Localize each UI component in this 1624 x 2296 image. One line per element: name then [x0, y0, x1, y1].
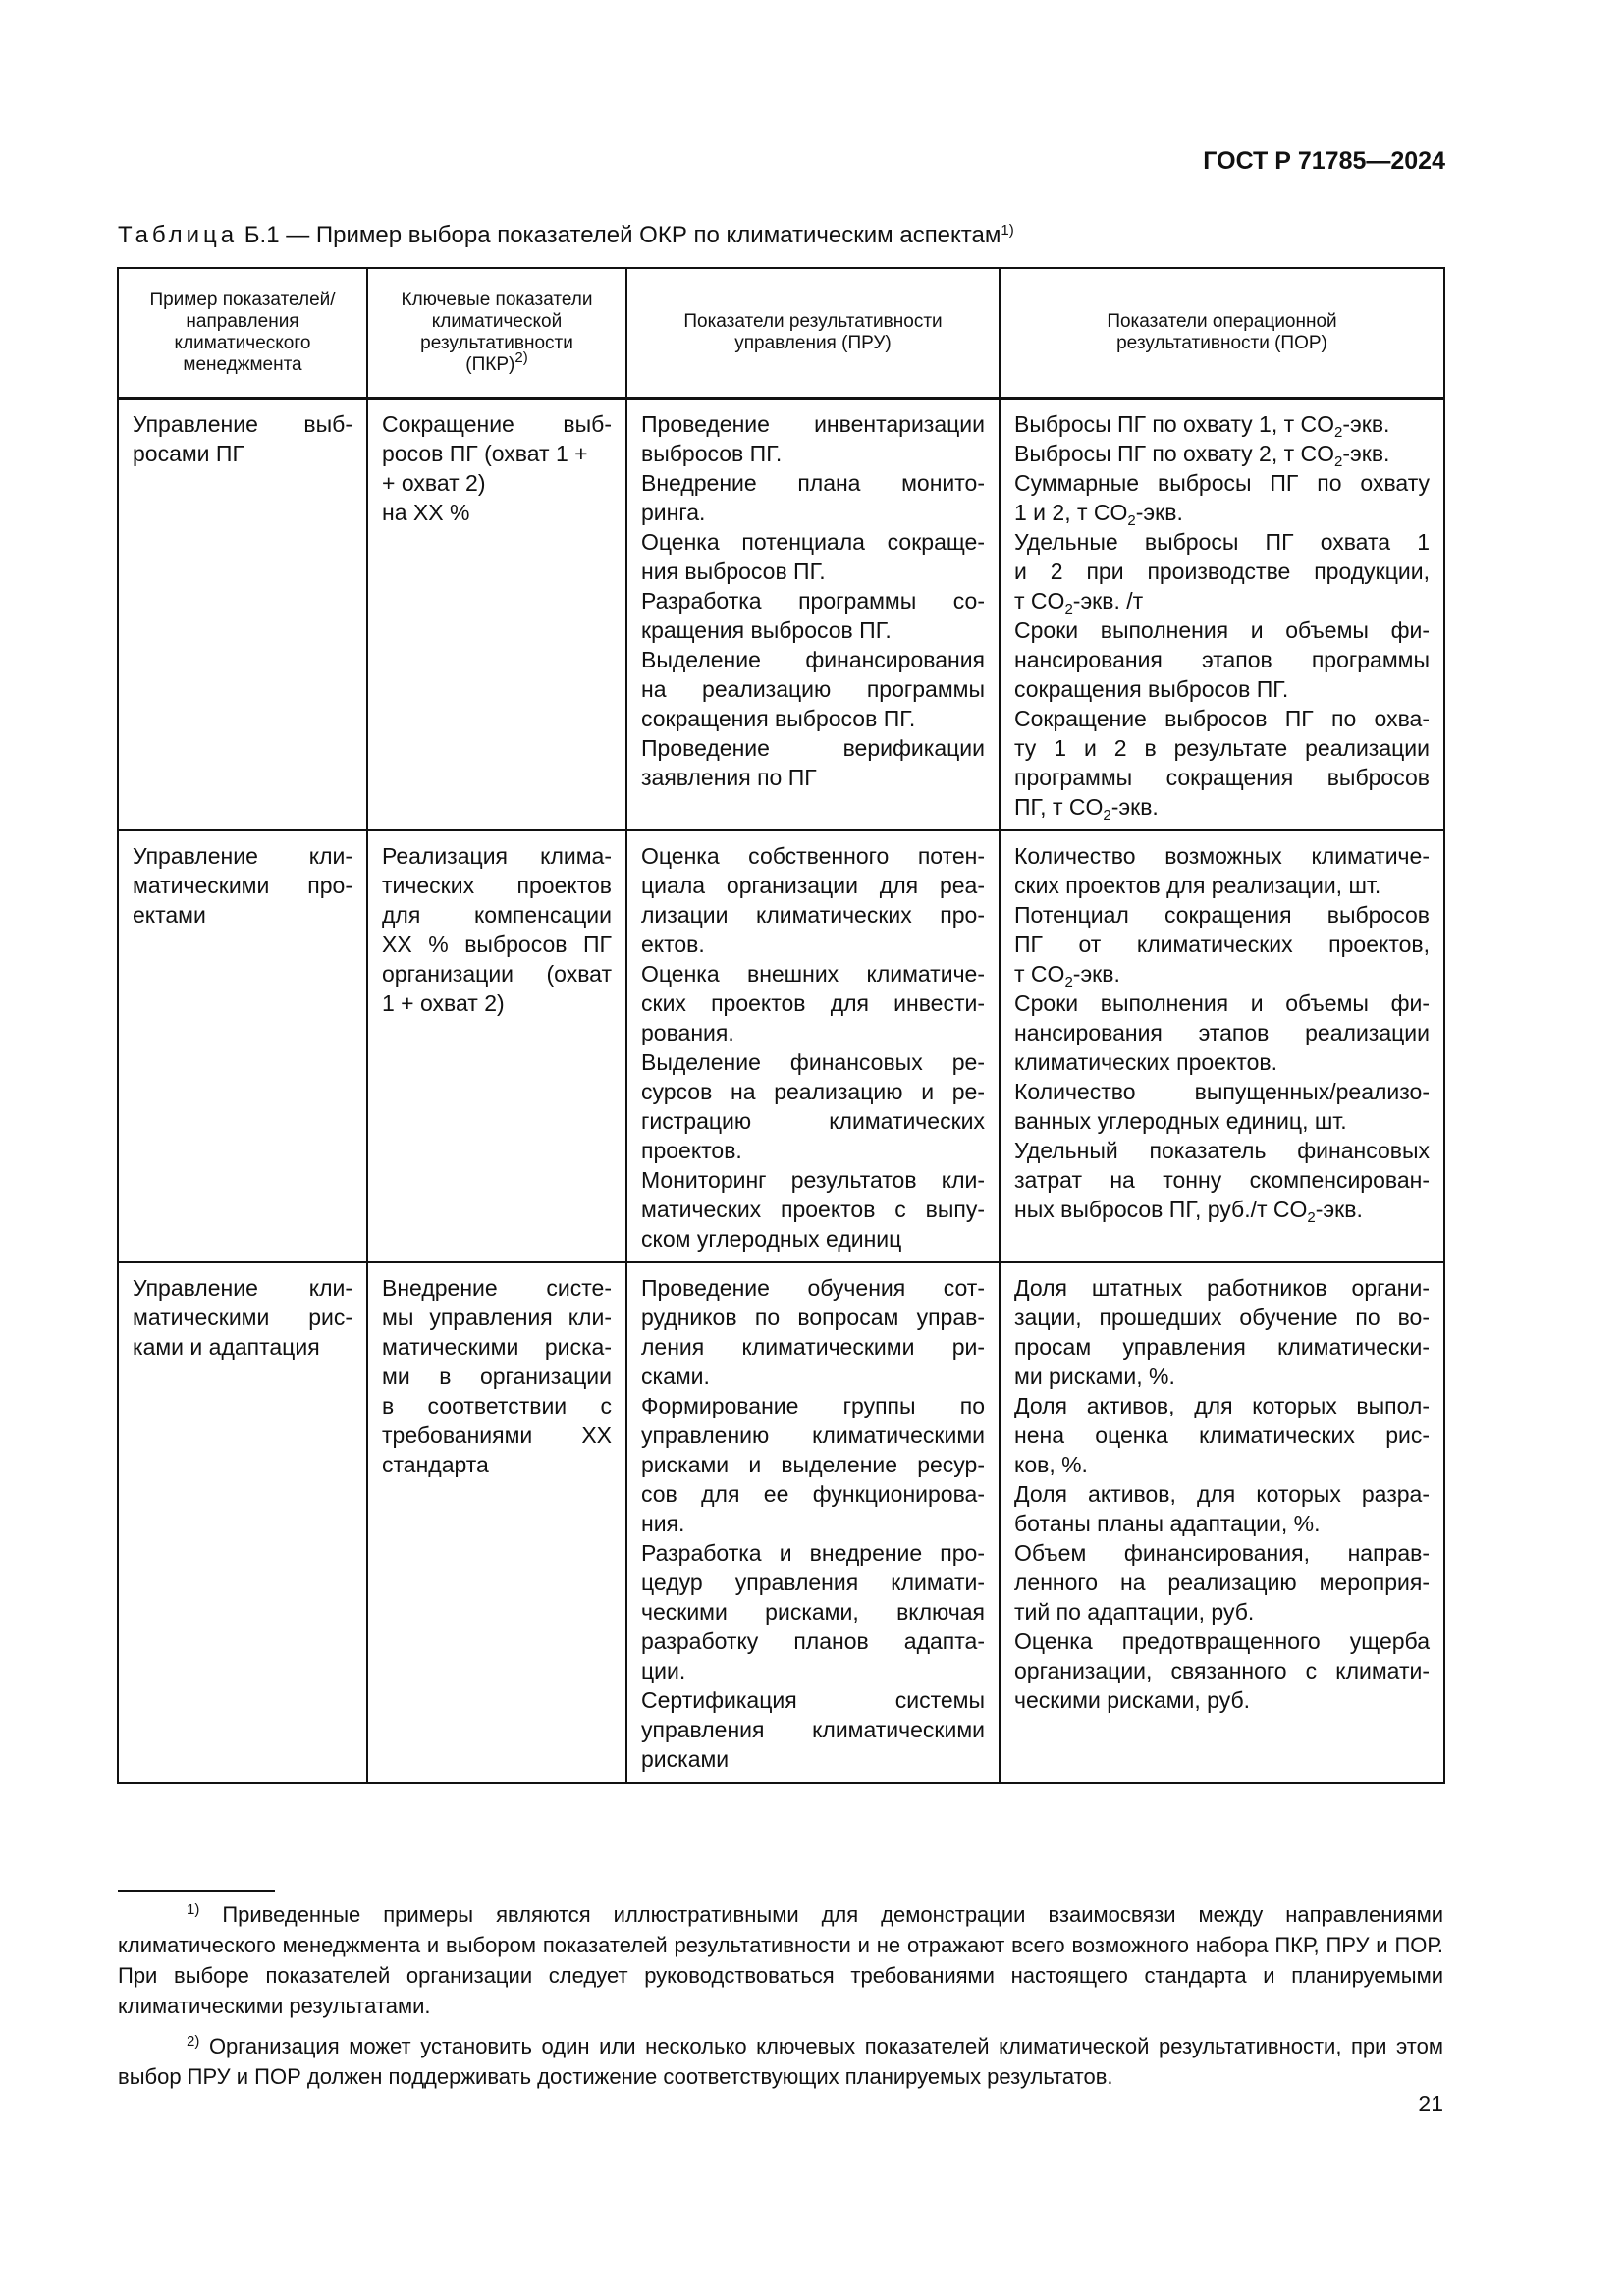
cell-line: росов ПГ (охват 1 + [382, 441, 588, 466]
cell-operational [1000, 1262, 1444, 1783]
cell-kpi [367, 830, 626, 1262]
cell-line: выбросов ПГ. [641, 441, 783, 466]
indicators-table [117, 267, 1445, 1784]
cell-line: Выбросы ПГ по охвату 1, т $CO_2$-экв. [1014, 411, 1390, 441]
cell-line: тий по адаптации, руб. [1014, 1599, 1255, 1625]
cell-line: зации, прошедших обучение по во- [1014, 1305, 1430, 1330]
cell-line: ния выбросов ПГ. [641, 559, 826, 584]
cell-line: Количество выпущенных/реализо- [1014, 1079, 1430, 1104]
cell-line: ских проектов для инвести- [641, 990, 985, 1016]
cell-line: Объем финансирования, направ- [1014, 1540, 1430, 1566]
cell-line: Мониторинг результатов кли- [641, 1167, 985, 1193]
cell-line: т $CO_2$-экв. [1014, 961, 1120, 990]
cell-line: Суммарные выбросы ПГ по охвату [1014, 470, 1430, 496]
cell-direction [118, 399, 367, 831]
cell-line: ния. [641, 1511, 685, 1536]
header-line: Пример показателей/ [149, 290, 336, 310]
cell-line: рования. [641, 1020, 734, 1045]
footnote-mark: 2) [187, 2033, 200, 2050]
cell-line: просам управления климатически- [1014, 1334, 1430, 1360]
cell-line: Сертификация системы [641, 1687, 985, 1713]
header-line: менеджмента [183, 354, 302, 375]
cell-line: Доля активов, для которых разра- [1014, 1481, 1430, 1507]
header-line: Показатели операционной [1107, 311, 1337, 332]
cell-line: ринга. [641, 500, 706, 525]
cell-kpi [367, 399, 626, 831]
cell-line: ми в организации [382, 1363, 612, 1389]
cell-line: Сокращение выб- [382, 411, 612, 437]
cell-kpi [367, 1262, 626, 1783]
table-caption [118, 222, 1014, 249]
cell-line: сокращения выбросов ПГ. [641, 706, 916, 731]
cell-line: сов для ее функционирова- [641, 1481, 985, 1507]
cell-line: Проведение верификации [641, 735, 985, 761]
cell-operational [1000, 830, 1444, 1262]
cell-line: рисками и выделение ресур- [641, 1452, 985, 1477]
cell-line: сками. [641, 1363, 710, 1389]
cell-line: сурсов на реализацию и ре- [641, 1079, 985, 1104]
footnote-text: Приведенные примеры являются иллюстративными для демонстрации взаимосвязи между направлениями климатического менеджмента и выбором показателей результативности и не отражают всего возможного набора ПКР, ПРУ и ПОР. При выборе показателей организации следует руководствоваться требованиями настоящего стандарта и планируемыми климатическими результатами. [118, 1902, 1443, 2018]
header-kpi [367, 268, 626, 399]
cell-management [626, 830, 1000, 1262]
cell-line: управления климатическими [641, 1717, 985, 1742]
header-management [626, 268, 1000, 399]
cell-line: циала организации для реа- [641, 873, 985, 898]
cell-line: гистрацию климатических [641, 1108, 985, 1134]
cell-line: ками и адаптация [133, 1334, 320, 1360]
header-line: направления [186, 311, 299, 332]
cell-line: ХХ % выбросов ПГ [382, 932, 612, 957]
cell-line: Управление выб- [133, 411, 352, 437]
cell-line: матических проектов с выпу- [641, 1197, 985, 1222]
cell-line: ции. [641, 1658, 686, 1683]
cell-line: Формирование группы по [641, 1393, 985, 1418]
header-operational [1000, 268, 1444, 399]
cell-line: рисками [641, 1746, 730, 1772]
cell-line: ческими рисками, включая [641, 1599, 985, 1625]
cell-line: ных выбросов ПГ, руб./т $CO_2$-экв. [1014, 1197, 1363, 1226]
cell-line: Оценка внешних климатиче- [641, 961, 985, 987]
page-number: 21 [1418, 2091, 1443, 2116]
cell-direction [118, 1262, 367, 1783]
cell-line: ектами [133, 902, 206, 928]
cell-line: матическими про- [133, 873, 352, 898]
cell-line: управлению климатическими [641, 1422, 985, 1448]
cell-line: Удельные выбросы ПГ охвата 1 [1014, 529, 1430, 555]
table-row [118, 830, 1444, 1262]
cell-line: организации, связанного с климати- [1014, 1658, 1430, 1683]
cell-line: Внедрение плана монито- [641, 470, 985, 496]
cell-line: Проведение обучения сот- [641, 1275, 985, 1301]
footnote-separator [118, 1890, 275, 1892]
cell-line: кращения выбросов ПГ. [641, 617, 892, 643]
cell-line: Выделение финансовых ре- [641, 1049, 985, 1075]
cell-line: Выделение финансирования [641, 647, 985, 672]
header-line: Ключевые показатели [401, 290, 593, 310]
cell-line: Оценка потенциала сокраще- [641, 529, 985, 555]
cell-line: Удельный показатель финансовых [1014, 1138, 1430, 1163]
cell-line: Управление кли- [133, 843, 352, 869]
cell-line: росами ПГ [133, 441, 244, 466]
cell-line: цедур управления климати- [641, 1570, 985, 1595]
footnote-2 [118, 2031, 1443, 2092]
cell-line: на реализацию программы [641, 676, 985, 702]
cell-line: в соответствии с [382, 1393, 612, 1418]
caption-footnote-ref: 1) [1001, 222, 1014, 239]
cell-line: ПГ, т $CO_2$-экв. [1014, 794, 1159, 824]
footnote-mark: 1) [187, 1901, 200, 1918]
cell-direction [118, 830, 367, 1262]
cell-line: нена оценка климатических рис- [1014, 1422, 1430, 1448]
cell-line: Управление кли- [133, 1275, 352, 1301]
cell-line: разработку планов адапта- [641, 1629, 985, 1654]
header-line: результативности [420, 333, 573, 353]
cell-line: организации (охват [382, 961, 612, 987]
cell-line: 1 + охват 2) [382, 990, 505, 1016]
cell-line: ленного на реализацию мероприя- [1014, 1570, 1430, 1595]
cell-line: мы управления кли- [382, 1305, 612, 1330]
cell-management [626, 1262, 1000, 1783]
cell-line: и 2 при производстве продукции, [1014, 559, 1430, 584]
cell-line: ческими рисками, руб. [1014, 1687, 1251, 1713]
cell-line: ском углеродных единиц [641, 1226, 902, 1252]
header-direction [118, 268, 367, 399]
header-line: климатического [174, 333, 311, 353]
cell-line: ков, %. [1014, 1452, 1088, 1477]
cell-line: Доля активов, для которых выпол- [1014, 1393, 1430, 1418]
cell-line: Разработка и внедрение про- [641, 1540, 985, 1566]
cell-line: Сокращение выбросов ПГ по охва- [1014, 706, 1430, 731]
cell-line: + охват 2) [382, 470, 486, 496]
cell-line: матическими риска- [382, 1334, 612, 1360]
cell-line: т $CO_2$-экв. /т [1014, 588, 1144, 617]
cell-line: на ХХ % [382, 500, 470, 525]
cell-line: Реализация клима- [382, 843, 612, 869]
cell-line: ПГ от климатических проектов, [1014, 932, 1430, 957]
table-row [118, 1262, 1444, 1783]
cell-line: Выбросы ПГ по охвату 2, т $CO_2$-экв. [1014, 441, 1390, 470]
cell-line: нансирования этапов программы [1014, 647, 1430, 672]
cell-line: Количество возможных климатиче- [1014, 843, 1430, 869]
cell-line: ектов. [641, 932, 705, 957]
cell-line: Оценка собственного потен- [641, 843, 985, 869]
table-row [118, 399, 1444, 831]
table-header-row [118, 268, 1444, 399]
cell-line: Разработка программы со- [641, 588, 985, 614]
cell-line: Сроки выполнения и объемы фи- [1014, 990, 1430, 1016]
cell-line: ления климатическими ри- [641, 1334, 985, 1360]
cell-line: проектов. [641, 1138, 742, 1163]
cell-line: матическими рис- [133, 1305, 352, 1330]
cell-line: 1 и 2, т $CO_2$-экв. [1014, 500, 1183, 529]
header-line: результативности (ПОР) [1116, 333, 1327, 353]
cell-line: Потенциал сокращения выбросов [1014, 902, 1430, 928]
document-id: ГОСТ Р 71785—2024 [1203, 147, 1445, 175]
cell-line: ту 1 и 2 в результате реализации [1014, 735, 1430, 761]
cell-line: тических проектов [382, 873, 612, 898]
cell-line: ми рисками, %. [1014, 1363, 1175, 1389]
caption-number: Б.1 [244, 222, 280, 248]
header-line: управления (ПРУ) [734, 333, 892, 353]
cell-line: нансирования этапов реализации [1014, 1020, 1430, 1045]
cell-line: рудников по вопросам управ- [641, 1305, 985, 1330]
cell-line: программы сокращения выбросов [1014, 765, 1430, 790]
cell-line: Внедрение систе- [382, 1275, 612, 1301]
cell-line: затрат на тонну скомпенсирован- [1014, 1167, 1430, 1193]
cell-line: Проведение инвентаризации [641, 411, 985, 437]
footnotes [118, 1899, 1443, 2102]
cell-line: Оценка предотвращенного ущерба [1014, 1629, 1430, 1654]
cell-line: лизации климатических про- [641, 902, 985, 928]
cell-line: заявления по ПГ [641, 765, 817, 790]
cell-line: ванных углеродных единиц, шт. [1014, 1108, 1347, 1134]
cell-operational [1000, 399, 1444, 831]
cell-line: стандарта [382, 1452, 489, 1477]
cell-line: Сроки выполнения и объемы фи- [1014, 617, 1430, 643]
cell-line: климатических проектов. [1014, 1049, 1277, 1075]
header-line: (ПКР) [465, 354, 515, 375]
caption-text: — Пример выбора показателей ОКР по климатическим аспектам [279, 222, 1001, 248]
cell-line: для компенсации [382, 902, 612, 928]
footnote-text: Организация может установить один или несколько ключевых показателей климатической результативности, при этом выбор ПРУ и ПОР должен поддерживать достижение соответствующих планируемых результатов. [118, 2034, 1443, 2089]
cell-management [626, 399, 1000, 831]
header-line: Показатели результативности [683, 311, 943, 332]
cell-line: сокращения выбросов ПГ. [1014, 676, 1289, 702]
cell-line: требованиями ХХ [382, 1422, 612, 1448]
cell-line: Доля штатных работников органи- [1014, 1275, 1430, 1301]
footnote-1 [118, 1899, 1443, 2021]
header-footnote-ref: 2) [514, 349, 528, 366]
cell-line: ских проектов для реализации, шт. [1014, 873, 1381, 898]
cell-line: ботаны планы адаптации, %. [1014, 1511, 1321, 1536]
header-line: климатической [431, 311, 563, 332]
caption-label: Таблица [118, 222, 239, 248]
